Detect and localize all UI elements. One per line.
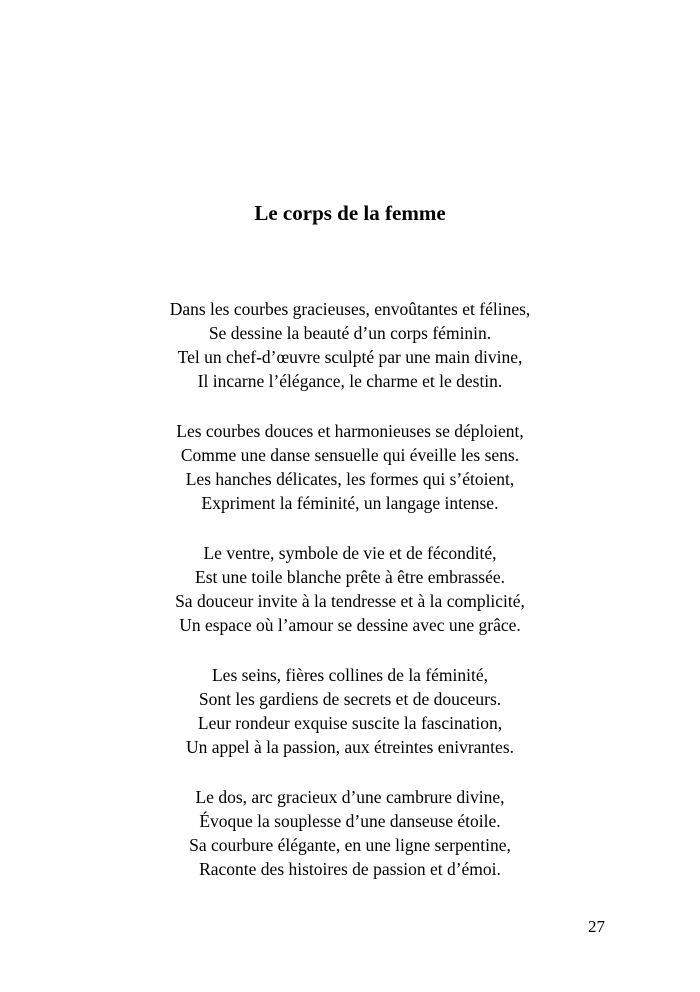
stanza-2 — [0, 419, 700, 515]
verse-line: Sont les gardiens de secrets et de douceurs. — [198, 689, 502, 709]
verse-line: Leur rondeur exquise suscite la fascination, — [197, 713, 503, 733]
verse-line: Un appel à la passion, aux étreintes enivrantes. — [185, 737, 514, 757]
stanza-4 — [0, 663, 700, 759]
stanza-1 — [0, 297, 700, 393]
verse-line: Le dos, arc gracieux d’une cambrure divine, — [195, 787, 505, 807]
verse-line: Se dessine la beauté d’un corps féminin. — [208, 323, 492, 343]
stanza-5 — [0, 785, 700, 881]
verse-line: Le ventre, symbole de vie et de fécondité, — [203, 543, 497, 563]
verse-line: Dans les courbes gracieuses, envoûtantes et félines, — [169, 299, 531, 319]
verse-line: Raconte des histoires de passion et d’émoi. — [199, 859, 501, 879]
verse-line: Sa courbure élégante, en une ligne serpentine, — [189, 835, 511, 855]
verse-line: Un espace où l’amour se dessine avec une grâce. — [179, 615, 521, 635]
verse-line: Les courbes douces et harmonieuses se déploient, — [176, 421, 524, 441]
verse-line: Tel un chef-d’œuvre sculpté par une main divine, — [177, 347, 523, 367]
poem-title: Le corps de la femme — [254, 201, 446, 225]
poem-body — [0, 297, 700, 907]
verse-line: Sa douceur invite à la tendresse et à la complicité, — [175, 591, 525, 611]
verse-line: Comme une danse sensuelle qui éveille les sens. — [180, 445, 520, 465]
stanza-3 — [0, 541, 700, 637]
verse-line: Les hanches délicates, les formes qui s’étoient, — [185, 469, 515, 489]
verse-line: Il incarne l’élégance, le charme et le destin. — [197, 371, 503, 391]
verse-line: Les seins, fières collines de la féminité, — [211, 665, 489, 685]
page-number: 27 — [588, 917, 605, 936]
verse-line: Expriment la féminité, un langage intense. — [201, 493, 499, 513]
verse-line: Est une toile blanche prête à être embrassée. — [195, 567, 505, 587]
verse-line: Évoque la souplesse d’une danseuse étoile. — [199, 811, 501, 831]
